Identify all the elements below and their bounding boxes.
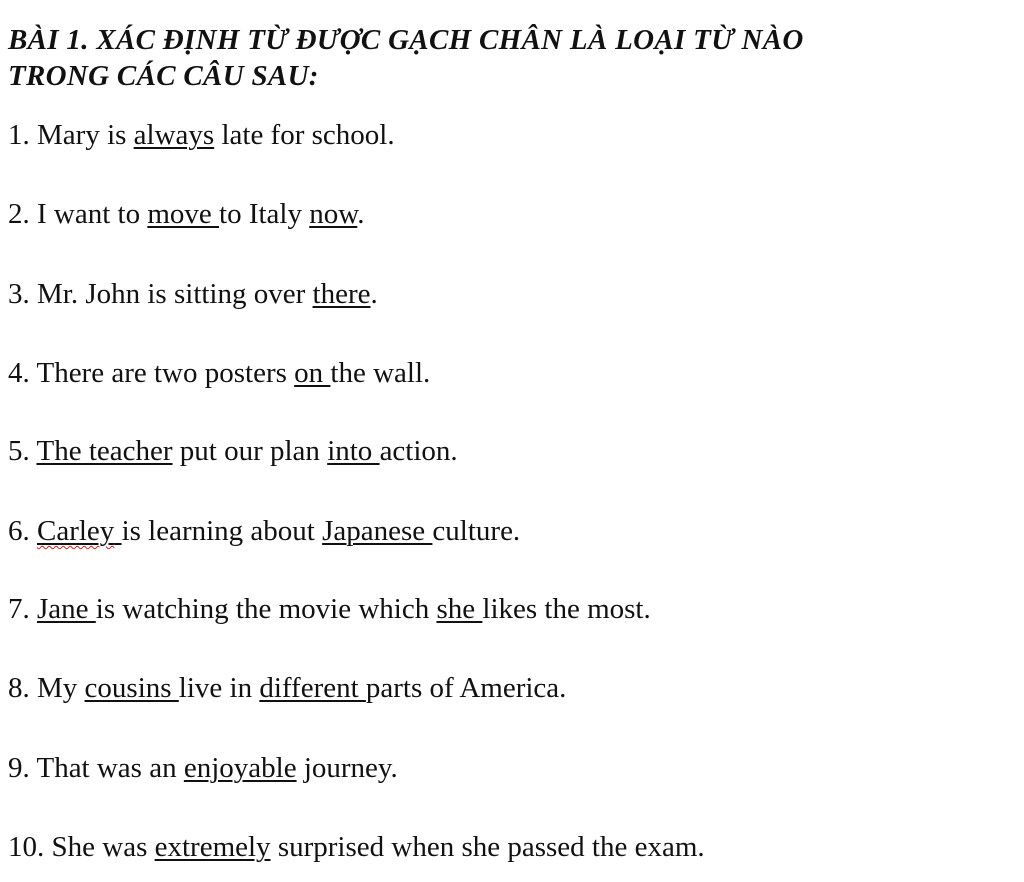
sentence-6: [8, 514, 520, 548]
sentence-text: 7.: [8, 593, 37, 625]
underlined-word: there: [312, 278, 371, 310]
sentence-text: 4. There are two posters: [8, 357, 295, 389]
sentence-text: is watching the movie which: [95, 593, 437, 625]
sentence-text: the wall.: [330, 357, 431, 389]
sentence-text: to Italy: [219, 198, 310, 230]
sentence-text: parts of America.: [365, 672, 567, 704]
exercise-title-line-2: TRONG CÁC CÂU SAU:: [8, 60, 319, 92]
sentence-text: 3. Mr. John is sitting over: [8, 278, 313, 310]
underlined-word: cousins: [84, 672, 179, 704]
sentence-text: action.: [379, 435, 458, 467]
underlined-word: always: [133, 119, 215, 151]
sentence-2: [8, 197, 365, 231]
sentence-text: 10. She was: [8, 831, 155, 863]
underlined-word: Japanese: [322, 515, 433, 547]
sentence-text: live in: [178, 672, 260, 704]
exercise-title: [8, 22, 1008, 94]
sentence-text: journey.: [296, 752, 398, 784]
sentence-text: 2. I want to: [8, 198, 148, 230]
sentence-4: [8, 356, 430, 390]
exercise-title-line-1: BÀI 1. XÁC ĐỊNH TỪ ĐƯỢC GẠCH CHÂN LÀ LOẠI TỪ NÀO: [8, 24, 804, 56]
underlined-word: now: [309, 198, 358, 230]
sentence-text: surprised when she passed the exam.: [270, 831, 705, 863]
sentence-5: [8, 434, 458, 468]
sentence-text: 8. My: [8, 672, 85, 704]
sentence-3: [8, 277, 378, 311]
sentence-text: .: [357, 198, 365, 230]
sentence-text: 5.: [8, 435, 37, 467]
sentence-10: [8, 830, 705, 864]
sentence-text: 9. That was an: [8, 752, 184, 784]
sentence-text: culture.: [432, 515, 521, 547]
sentence-text: likes the most.: [482, 593, 651, 625]
sentence-text: .: [370, 278, 378, 310]
sentence-1: [8, 118, 395, 152]
underlined-word: move: [147, 198, 220, 230]
underlined-word: Jane: [37, 593, 96, 625]
sentence-text: put our plan: [172, 435, 328, 467]
underlined-word: different: [259, 672, 366, 704]
spellcheck-squiggle: Carley: [37, 515, 115, 547]
underlined-word: The teacher: [36, 435, 173, 467]
underlined-word: into: [327, 435, 380, 467]
sentence-9: [8, 751, 398, 785]
underlined-word: [37, 515, 122, 547]
sentence-text: 1. Mary is: [8, 119, 134, 151]
underlined-word: on: [294, 357, 331, 389]
sentence-text: is learning about: [121, 515, 323, 547]
sentence-8: [8, 671, 566, 705]
sentence-7: [8, 592, 651, 626]
underlined-word: extremely: [154, 831, 271, 863]
underlined-word: enjoyable: [183, 752, 297, 784]
underlined-word: she: [436, 593, 483, 625]
sentence-text: late for school.: [214, 119, 395, 151]
sentence-text: 6.: [8, 515, 37, 547]
